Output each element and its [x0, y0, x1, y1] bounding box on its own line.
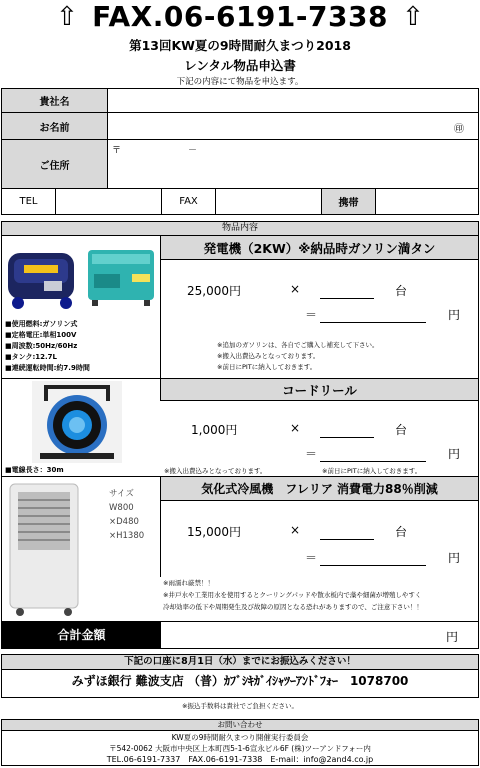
items-table: [1, 221, 479, 649]
cord-reel-equals: ＝: [305, 447, 318, 461]
up-arrow-right-icon: ⇧: [402, 2, 424, 32]
tel-field[interactable]: [56, 189, 162, 214]
cooler-times: ×: [290, 523, 301, 537]
up-arrow-left-icon: ⇧: [56, 2, 78, 32]
generator-times: ×: [290, 282, 301, 296]
company-label: 貴社名: [2, 89, 108, 113]
applicant-table: [1, 88, 479, 215]
generator-yen: 円: [448, 308, 461, 322]
total-yen: 円: [445, 630, 458, 644]
postal-dash: －: [188, 146, 198, 156]
form-title: レンタル物品申込書: [184, 58, 296, 73]
cord-reel-amount-field[interactable]: [320, 461, 426, 462]
name-label: お名前: [2, 113, 108, 140]
cooler-unit: 台: [395, 525, 408, 539]
generator-amount-field[interactable]: [320, 322, 426, 323]
cord-reel-yen: 円: [448, 447, 461, 461]
cord-reel-price: 1,000円: [191, 423, 238, 437]
postal-mark: 〒: [112, 146, 122, 156]
cord-reel-title: コードリール: [161, 379, 478, 401]
contact-line-2: 〒542-0062 大阪市中央区上本町西5-1-6宣永ビル6F (株)ツーアンドフォー内: [109, 744, 371, 753]
seal-icon: ㊞: [454, 124, 464, 135]
address-label: ご住所: [2, 140, 108, 189]
cooler-amount-field[interactable]: [320, 565, 426, 566]
total-label: 合計金額: [2, 621, 161, 648]
cooler-title: 気化式冷風機 フレリア 消費電力88％削減: [161, 477, 478, 501]
name-field[interactable]: [108, 113, 478, 140]
generator-image-dark: [4, 241, 80, 311]
generator-price: 25,000円: [187, 284, 241, 298]
event-title: 第13回KW夏の9時間耐久まつり2018: [129, 38, 351, 53]
address-field[interactable]: [108, 140, 478, 189]
item-cooler: [2, 477, 478, 621]
cord-reel-image: [32, 381, 122, 463]
cooler-size: サイズ W800 ×D480 ×H1380: [109, 489, 145, 541]
cooler-qty-field[interactable]: [320, 539, 374, 540]
fax-field[interactable]: [216, 189, 322, 214]
cooler-equals: ＝: [305, 551, 318, 565]
contact-header: お問い合わせ: [2, 720, 478, 731]
generator-image-teal: [84, 244, 158, 308]
bank-box: [1, 654, 479, 698]
cooler-yen: 円: [448, 551, 461, 565]
generator-unit: 台: [395, 284, 408, 298]
mobile-field[interactable]: [376, 189, 478, 214]
contact-line-1: KW夏の9時間耐久まつり開催実行委員会: [171, 733, 309, 742]
fax-number-title: FAX.06-6191-7338: [92, 0, 388, 33]
fax-label: FAX: [162, 189, 216, 214]
item-cord-reel: [2, 379, 478, 477]
items-header: 物品内容: [2, 222, 478, 236]
cooler-notes: ※雨濡れ厳禁！！ ※井戸水や工業用水を使用するとクーリングパッドや散水板内で藻や細菌が増殖しやすく 冷却効率の低下や周期発生及び故障の原因となる恐れがありますので、ご注意下さい！！: [163, 579, 423, 611]
generator-notes: ※追加のガソリンは、各自でご購入し補充して下さい。 ※搬入出費込みとなっております。 ※前日にPITに納入しておきます。: [217, 341, 379, 371]
fee-note: ※振込手数料は貴社でご負担ください。: [182, 702, 298, 710]
contact-box: [1, 719, 479, 766]
tel-label: TEL: [2, 189, 56, 214]
cord-reel-times: ×: [290, 421, 301, 435]
bank-account: みずほ銀行 難波支店 （普）ｶﾌﾞｼｷｶﾞｲｼｬﾂｰｱﾝﾄﾞﾌｫｰ 1078700: [71, 674, 409, 688]
generator-qty-field[interactable]: [320, 298, 374, 299]
total-amount-field[interactable]: [161, 621, 478, 648]
cooler-price: 15,000円: [187, 525, 241, 539]
instruction-text: 下記の内容にて物品を申込ます。: [176, 77, 304, 87]
cord-reel-specs: ■電線長さ：30m: [5, 466, 64, 474]
item-generator: [2, 236, 478, 379]
bank-notice: 下記の口座に8月1日（水）までにお振込みください！: [2, 655, 478, 670]
generator-specs: ■使用燃料:ガソリン式 ■定格電圧:単相100V ■周波数:50Hz/60Hz ■タンク:12.7L ■連続運転時間:約7.9時間: [5, 320, 90, 372]
cord-reel-unit: 台: [395, 423, 408, 437]
cooler-image: [6, 482, 82, 618]
cord-reel-qty-field[interactable]: [320, 437, 374, 438]
mobile-label: 携帯: [322, 189, 376, 214]
generator-equals: ＝: [305, 308, 318, 322]
company-field[interactable]: [108, 89, 478, 113]
cord-reel-note-1: ※搬入出費込みとなっております。: [164, 467, 267, 475]
generator-title: 発電機（2KW）※納品時ガソリン満タン: [161, 236, 478, 260]
cord-reel-note-2: ※前日にPITに納入しておきます。: [322, 467, 422, 475]
contact-line-3: TEL.06-6191-7337 FAX.06-6191-7338 E-mail：info@2and4.co.jp: [106, 755, 374, 764]
